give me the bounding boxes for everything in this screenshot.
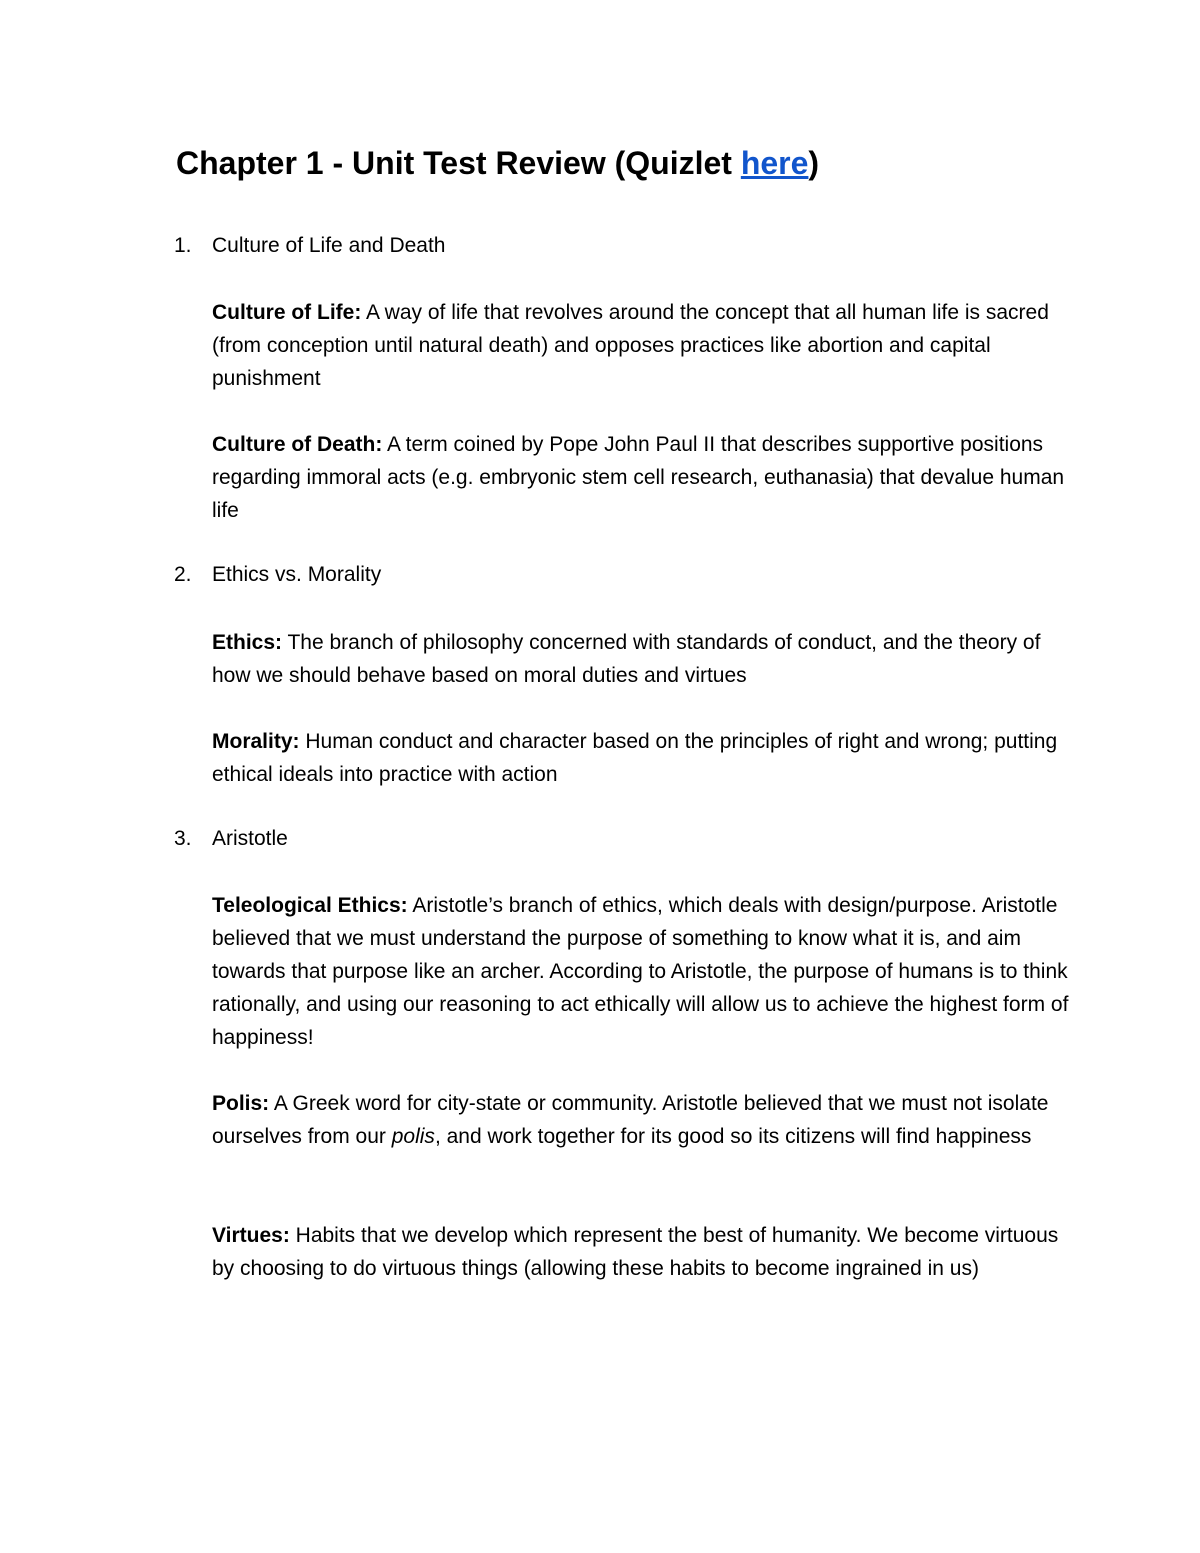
definition-term: Ethics: xyxy=(212,631,283,654)
definition-term: Teleological Ethics: xyxy=(212,894,408,917)
definition-paragraph xyxy=(212,725,1082,791)
definition-text: , and work together for its good so its citizens will find happiness xyxy=(434,1125,1032,1148)
list-item-number: 3. xyxy=(174,827,192,850)
definition-paragraph xyxy=(212,626,1082,692)
list-item-heading xyxy=(174,231,445,261)
definition-term: Virtues: xyxy=(212,1224,290,1247)
quizlet-link[interactable]: here xyxy=(740,145,809,181)
definition-paragraph xyxy=(212,1087,1082,1153)
definition-italic: polis xyxy=(391,1125,435,1148)
definition-paragraph xyxy=(212,1219,1082,1285)
definition-term: Morality: xyxy=(212,730,300,753)
definition-text: The branch of philosophy concerned with standards of conduct, and the theory of how we should behave based on moral duties and virtues xyxy=(212,631,1041,687)
list-item-label: Aristotle xyxy=(212,827,288,850)
definition-text: A way of life that revolves around the concept that all human life is sacred (from conception until natural death) and opposes practices like abortion and capital punishment xyxy=(212,301,1049,390)
definition-text: A Greek word for city-state or community. Aristotle believed that we must not isolate ourselves from our xyxy=(212,1092,1049,1148)
list-item-number: 1. xyxy=(174,234,192,257)
list-item-label: Ethics vs. Morality xyxy=(212,563,382,586)
definition-term: Polis: xyxy=(212,1092,270,1115)
definition-text: Aristotle’s branch of ethics, which deals with design/purpose. Aristotle believed that we must understand the purpose of something to know what it is, and aim towards that purpose like an archer. According to Aristotle, the purpose of humans is to think rationally, and using our reasoning to act ethically will allow us to achieve the highest form of happiness! xyxy=(212,894,1069,1049)
definition-term: Culture of Death: xyxy=(212,433,383,456)
definition-paragraph xyxy=(212,428,1082,527)
document-title xyxy=(176,140,819,186)
list-item-heading xyxy=(174,560,381,590)
definition-text: Habits that we develop which represent the best of humanity. We become virtuous by choosing to do virtuous things (allowing these habits to become ingrained in us) xyxy=(212,1224,1059,1280)
definition-paragraph xyxy=(212,889,1082,1054)
definition-term: Culture of Life: xyxy=(212,301,362,324)
list-item-heading xyxy=(174,824,288,854)
definition-text: A term coined by Pope John Paul II that describes supportive positions regarding immoral acts (e.g. embryonic stem cell research, euthanasia) that devalue human life xyxy=(212,433,1065,522)
list-item-label: Culture of Life and Death xyxy=(212,234,446,257)
title-suffix: ) xyxy=(808,145,820,181)
title-prefix: Chapter 1 - Unit Test Review (Quizlet xyxy=(176,145,741,181)
definition-paragraph xyxy=(212,296,1082,395)
list-item-number: 2. xyxy=(174,563,192,586)
definition-text: Human conduct and character based on the principles of right and wrong; putting ethical ideals into practice with action xyxy=(212,730,1058,786)
